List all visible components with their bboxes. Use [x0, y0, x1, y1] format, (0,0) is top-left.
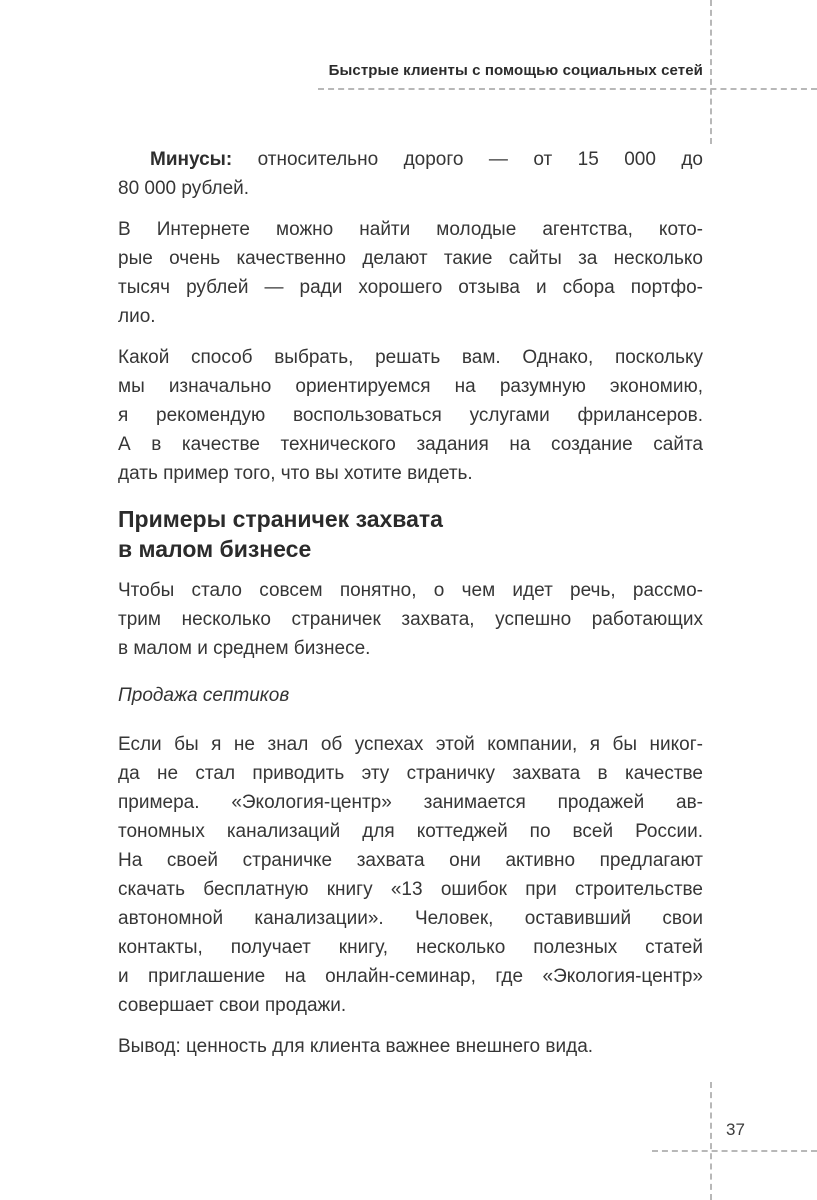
paragraph-conclusion	[118, 1032, 703, 1061]
text-line: Какой способ выбрать, решать вам. Однако, поскольку	[118, 347, 703, 368]
page-number: 37	[726, 1120, 745, 1139]
crop-mark-bottom-vertical	[710, 1082, 712, 1200]
text-line: трим несколько страничек захвата, успешно работающих	[118, 609, 703, 630]
text-line: я рекомендую воспользоваться услугами фрилансеров.	[118, 405, 703, 426]
text-line: мы изначально ориентируемся на разумную экономию,	[118, 376, 703, 397]
text-line: да не стал приводить эту страничку захвата в качестве	[118, 763, 703, 784]
text-line: Вывод: ценность для клиента важнее внешнего вида.	[118, 1036, 594, 1057]
heading-line: в малом бизнесе	[118, 536, 312, 562]
text-line: 80 000 рублей.	[118, 178, 250, 199]
text-line: скачать бесплатную книгу «13 ошибок при строительстве	[118, 879, 703, 900]
crop-mark-bottom-horizontal	[652, 1150, 817, 1152]
heading-line: Примеры страничек захвата	[118, 506, 443, 532]
paragraph-examples	[118, 576, 703, 663]
running-header: Быстрые клиенты с помощью социальных сетей	[328, 62, 703, 79]
text-line: Чтобы стало совсем понятно, о чем идет речь, рассмо-	[118, 580, 703, 601]
text-line: тысяч рублей — ради хорошего отзыва и сбора портфо-	[118, 277, 703, 298]
text-line: и приглашение на онлайн-семинар, где «Экология-центр»	[118, 966, 703, 987]
crop-mark-top-vertical	[710, 0, 712, 144]
text-line: А в качестве технического задания на создание сайта	[118, 434, 703, 455]
minus-lead: Минусы:	[150, 149, 233, 170]
subsection-heading: Продажа септиков	[118, 685, 290, 706]
text-line: в малом и среднем бизнесе.	[118, 638, 371, 659]
paragraph-septic	[118, 730, 703, 1020]
text-line: Если бы я не знал об успехах этой компании, я бы никог-	[118, 734, 703, 755]
section-heading	[118, 504, 703, 564]
header-rule	[318, 88, 817, 90]
text-line: рые очень качественно делают такие сайты за несколько	[118, 248, 703, 269]
text-line: контакты, получает книгу, несколько полезных статей	[118, 937, 703, 958]
text-block	[118, 145, 703, 1073]
text-line: примера. «Экология-центр» занимается продажей ав-	[118, 792, 703, 813]
text-line: совершает свои продажи.	[118, 995, 347, 1016]
text-line: автономной канализации». Человек, оставивший свои	[118, 908, 703, 929]
text-line: тономных канализаций для коттеджей по всей России.	[118, 821, 703, 842]
paragraph-minus	[118, 145, 703, 203]
text-line: лио.	[118, 306, 156, 327]
text-line: дать пример того, что вы хотите видеть.	[118, 463, 473, 484]
paragraph-choice	[118, 343, 703, 488]
paragraph-internet	[118, 215, 703, 331]
text-line: На своей страничке захвата они активно предлагают	[118, 850, 703, 871]
text-line: Минусы: относительно дорого — от 15 000 до	[150, 149, 703, 170]
text-line: В Интернете можно найти молодые агентства, кото-	[118, 219, 703, 240]
